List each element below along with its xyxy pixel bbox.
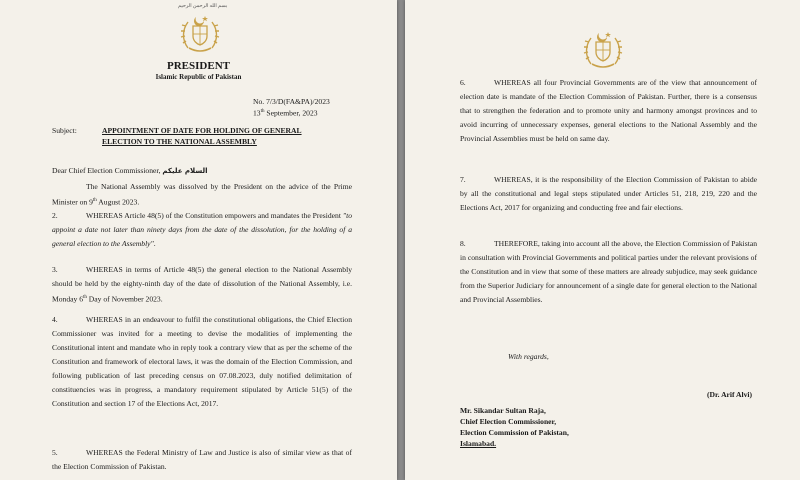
- signatory-name: (Dr. Arif Alvi): [707, 390, 753, 399]
- letter-date: 13th September, 2023: [253, 108, 318, 118]
- paragraph-2: 2. WHEREAS Article 48(5) of the Constitution empowers and mandates the President "to appoint a date not later than ninety days from the date of the dissolution, for the holding of a general election to the Assembly".: [52, 211, 352, 248]
- paragraph-5: 5. WHEREAS the Federal Ministry of Law and Justice is also of similar view as that of the Election Commission of Pakistan.: [52, 448, 352, 471]
- letterhead-subtitle: Islamic Republic of Pakistan: [155, 73, 242, 81]
- subject-line-1: APPOINTMENT OF DATE FOR HOLDING OF GENERAL: [102, 126, 302, 135]
- letterhead-title: PRESIDENT: [167, 60, 230, 72]
- paragraph-3: 3. WHEREAS in terms of Article 48(5) the general election to the National Assembly should be held by the eighty-ninth day of the date of dissolution of the National Assembly, i.e. Monday 6th Day of November 2023.: [52, 265, 352, 304]
- addressee-line-4: Islamabad.: [460, 439, 497, 448]
- reference-number: No. 7/3/D(FA&PA)/2023: [253, 97, 330, 106]
- paragraph-7: 7. WHEREAS, it is the responsibility of the Election Commission of Pakistan to abide by all the constitutional and legal steps stipulated under Articles 51, 218, 219, 220 and the Elections Act, 2017 for organizing and conducting free and fair elections.: [460, 175, 757, 212]
- salutation-text: Dear Chief Election Commissioner,: [52, 166, 161, 175]
- addressee-line-1: Mr. Sikandar Sultan Raja,: [460, 406, 546, 415]
- paragraph-1: The National Assembly was dissolved by the President on the advice of the Prime Minister on 9th August 2023.: [52, 182, 352, 207]
- subject-line-2: ELECTION TO THE NATIONAL ASSEMBLY: [102, 137, 257, 146]
- salutation: [52, 166, 208, 176]
- salutation-urdu: السلام علیکم: [162, 167, 208, 175]
- paragraph-4: 4. WHEREAS in an endeavour to fulfil the constitutional obligations, the Chief Election Commissioner was invited for a meeting to devise the modalities of implementing the Constitutional intent and mandate who in reply took a contrary view that as per the scheme of the Constitution and framework of electoral laws, it was the domain of the Election Commission, and following publication of last preceding census on 07.08.2023, duly notified delimitation of constituencies was in progress, a mandatory requirement stipulated by Article 51(5) of the Constitution and section 17 of the Elections Act, 2017.: [52, 315, 352, 408]
- paragraph-6: 6. WHEREAS all four Provincial Governments are of the view that announcement of election date is mandate of the Election Commission of Pakistan. Further, there is a consensus that to strengthen the federation and to promote unity and harmony amongst provinces and to avoid incurring of unnecessary expenses, general elections to the National Assembly and the Provincial Assemblies must be held on same day.: [460, 78, 757, 143]
- state-emblem-icon: [180, 14, 220, 54]
- letter-page-1: [0, 0, 397, 480]
- letter-page-2: [405, 0, 800, 480]
- closing-text: With regards,: [508, 352, 549, 361]
- addressee-line-2: Chief Election Commissioner,: [460, 417, 557, 426]
- addressee-line-3: Election Commission of Pakistan,: [460, 428, 569, 437]
- paragraph-8: 8. THEREFORE, taking into account all the above, the Election Commission of Pakistan in consultation with Provincial Governments and political parties under the relevant provisions of the Constitution and in view that some of these matters are already subjudice, may seek guidance from the Superior Judiciary for announcement of a single date for general election to the National and Provincial Assemblies.: [460, 239, 757, 304]
- bismillah-text: بسم الله الرحمن الرحيم: [178, 4, 228, 9]
- subject-label: Subject:: [52, 126, 77, 135]
- state-emblem-icon: [583, 30, 623, 70]
